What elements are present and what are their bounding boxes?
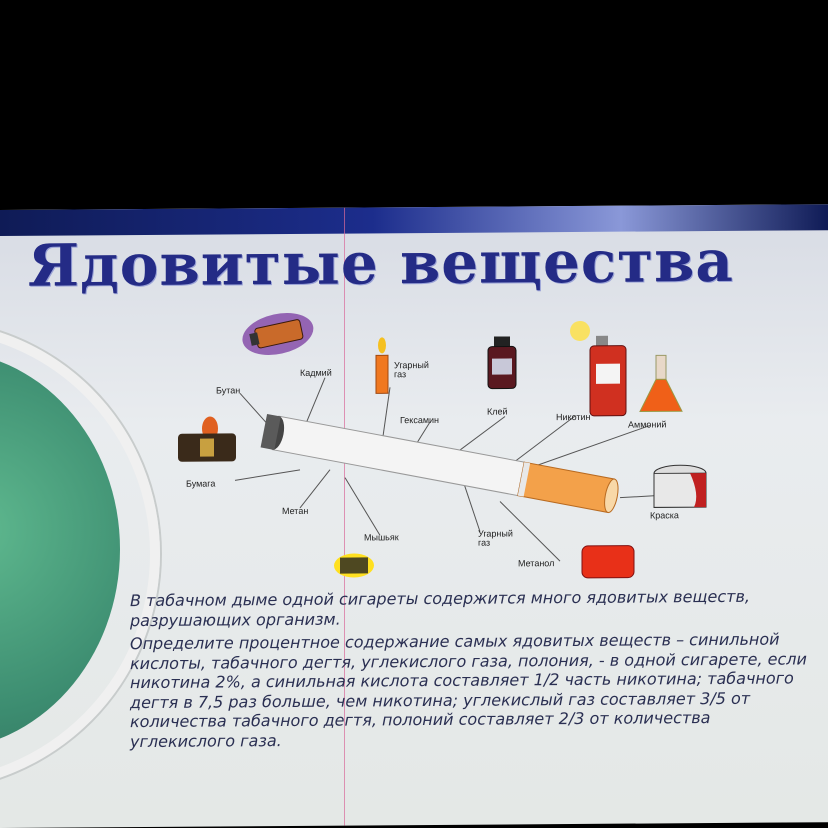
label-ammonium: Аммоний [628,419,667,430]
label-arsenic: Мышьяк [364,532,399,543]
slide-title: Ядовитые вещества [28,226,734,300]
label-paint: Краска [650,510,679,521]
candle-icon [376,337,388,393]
slide [0,204,828,828]
lighter-icon [178,416,236,461]
glue-bottle-icon [488,336,516,388]
label-butane: Бутан [216,385,241,396]
label-methane: Метан [282,505,309,517]
label-carbon-monoxide-bottom: Угарный газ [478,528,513,548]
label-hexamine: Гексамин [400,414,440,426]
label-glue: Клей [487,406,508,417]
problem-text [130,586,820,751]
intro-paragraph: В табачном дыме одной сигареты содержится много ядовитых веществ, разрушающих организм. [130,586,750,630]
label-carbon-monoxide-top: Угарный газ [394,360,429,380]
battery-icon [239,307,318,362]
label-paper: Бумага [186,478,216,489]
black-background [0,0,828,210]
task-paragraph: Определите процентное содержание самых ядовитых веществ – синильной кислоты, табачного дегтя, углекислого газа, полония, - в одной сигарете, если никотина 2%, а синильная кислота составляет 1/2 часть никотина; табачного дегтя в 7,5 раз больше, чем никотина; углекислый газ составляет 3/5 от количества табачного дегтя, полоний составляет 2/3 от количества углекислого газа. [130,629,807,751]
arsenic-icon [334,553,374,577]
label-cadmium: Кадмий [300,367,332,378]
label-nicotine: Никотин [556,411,591,423]
spray-can-icon [570,321,626,416]
label-methanol: Метанол [518,558,555,569]
methanol-canister-icon [582,546,634,578]
paint-can-icon [654,465,706,507]
flask-icon [640,355,682,411]
